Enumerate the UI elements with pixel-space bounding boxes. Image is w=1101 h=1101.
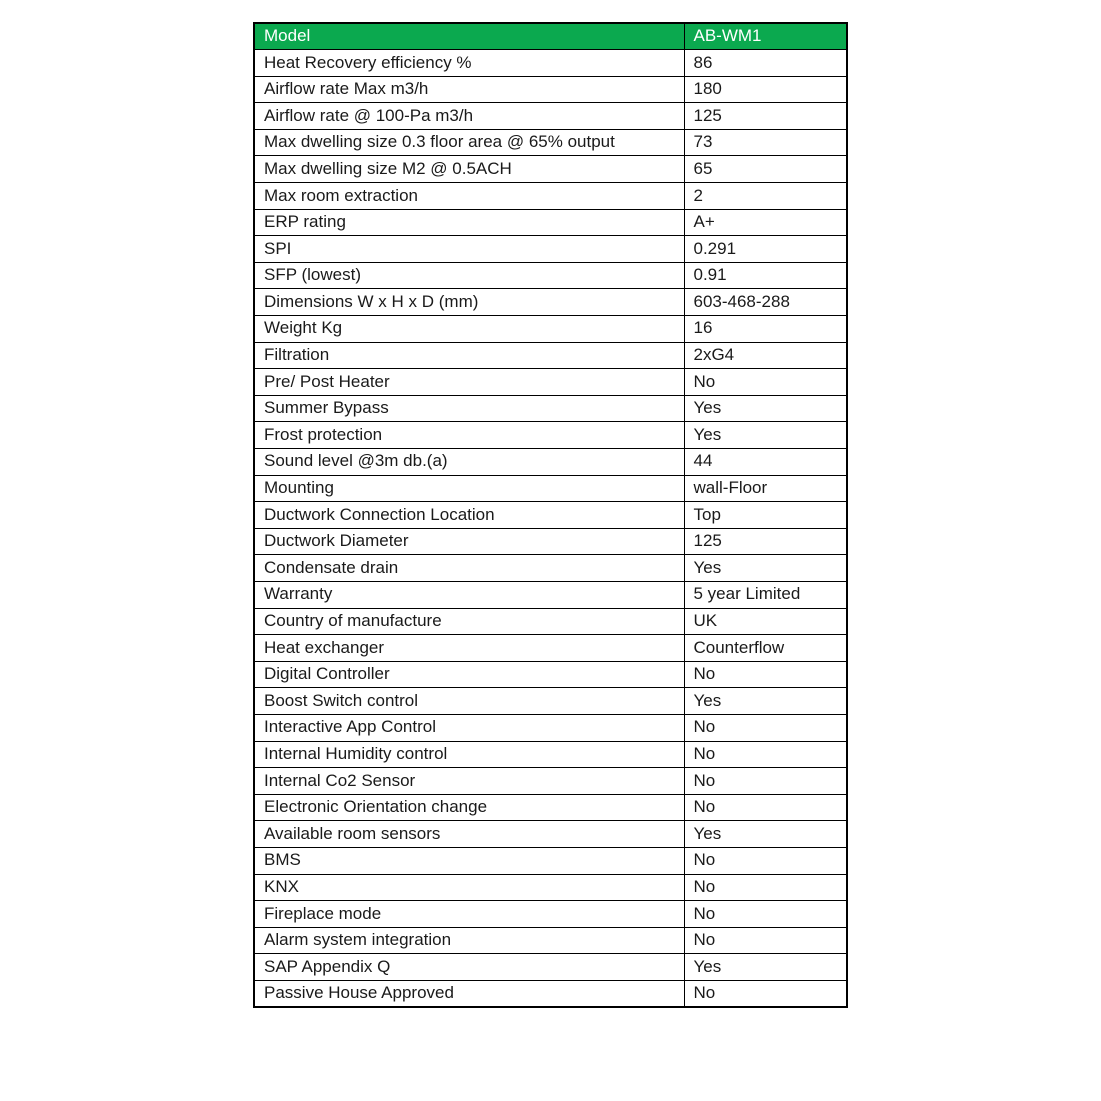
table-row: [254, 714, 847, 741]
spec-value: 125: [684, 528, 847, 555]
spec-label: Warranty: [254, 581, 684, 608]
spec-value: No: [684, 661, 847, 688]
spec-value: 16: [684, 316, 847, 343]
spec-value: Yes: [684, 555, 847, 582]
table-row: [254, 316, 847, 343]
table-row: [254, 741, 847, 768]
table-row: [254, 129, 847, 156]
header-row: [254, 23, 847, 50]
spec-label: Sound level @3m db.(a): [254, 449, 684, 476]
table-row: [254, 821, 847, 848]
spec-label: Alarm system integration: [254, 927, 684, 954]
table-row: [254, 475, 847, 502]
table-row: [254, 422, 847, 449]
spec-value: Yes: [684, 688, 847, 715]
spec-label: Available room sensors: [254, 821, 684, 848]
table-row: [254, 874, 847, 901]
table-row: [254, 768, 847, 795]
spec-value: No: [684, 768, 847, 795]
spec-label: ERP rating: [254, 209, 684, 236]
table-row: [254, 635, 847, 662]
table-row: [254, 661, 847, 688]
spec-value: Yes: [684, 395, 847, 422]
spec-label: SPI: [254, 236, 684, 263]
spec-value: 180: [684, 76, 847, 103]
spec-label: Frost protection: [254, 422, 684, 449]
table-row: [254, 76, 847, 103]
spec-value: 603-468-288: [684, 289, 847, 316]
table-row: [254, 183, 847, 210]
spec-label: Dimensions W x H x D (mm): [254, 289, 684, 316]
table-row: [254, 927, 847, 954]
spec-label: Country of manufacture: [254, 608, 684, 635]
spec-label: Digital Controller: [254, 661, 684, 688]
spec-value: wall-Floor: [684, 475, 847, 502]
spec-table: [253, 22, 848, 1008]
table-row: [254, 847, 847, 874]
table-row: [254, 528, 847, 555]
table-row: [254, 901, 847, 928]
spec-label: Filtration: [254, 342, 684, 369]
table-row: [254, 289, 847, 316]
table-row: [254, 262, 847, 289]
spec-value: No: [684, 874, 847, 901]
spec-label: Electronic Orientation change: [254, 794, 684, 821]
spec-label: Internal Humidity control: [254, 741, 684, 768]
spec-label: Airflow rate @ 100-Pa m3/h: [254, 103, 684, 130]
spec-label: Condensate drain: [254, 555, 684, 582]
table-row: [254, 449, 847, 476]
header-model-value: AB-WM1: [684, 23, 847, 50]
spec-label: Ductwork Connection Location: [254, 502, 684, 529]
table-row: [254, 794, 847, 821]
spec-value: 44: [684, 449, 847, 476]
table-row: [254, 502, 847, 529]
spec-label: Max dwelling size M2 @ 0.5ACH: [254, 156, 684, 183]
spec-value: No: [684, 741, 847, 768]
spec-value: No: [684, 847, 847, 874]
spec-value: UK: [684, 608, 847, 635]
product-spec-table: [253, 22, 848, 1008]
spec-label: SAP Appendix Q: [254, 954, 684, 981]
spec-label: Internal Co2 Sensor: [254, 768, 684, 795]
spec-label: Heat Recovery efficiency %: [254, 50, 684, 77]
spec-value: No: [684, 901, 847, 928]
spec-value: No: [684, 714, 847, 741]
table-row: [254, 103, 847, 130]
spec-value: Yes: [684, 422, 847, 449]
spec-value: No: [684, 369, 847, 396]
spec-label: Boost Switch control: [254, 688, 684, 715]
spec-label: Passive House Approved: [254, 980, 684, 1007]
spec-label: Airflow rate Max m3/h: [254, 76, 684, 103]
spec-value: 2: [684, 183, 847, 210]
table-row: [254, 688, 847, 715]
table-row: [254, 980, 847, 1007]
spec-value: No: [684, 980, 847, 1007]
header-model-label: Model: [254, 23, 684, 50]
spec-label: Heat exchanger: [254, 635, 684, 662]
spec-value: 125: [684, 103, 847, 130]
spec-label: Mounting: [254, 475, 684, 502]
table-row: [254, 236, 847, 263]
spec-label: Pre/ Post Heater: [254, 369, 684, 396]
table-row: [254, 209, 847, 236]
table-row: [254, 581, 847, 608]
spec-value: No: [684, 927, 847, 954]
spec-label: SFP (lowest): [254, 262, 684, 289]
spec-label: BMS: [254, 847, 684, 874]
spec-value: 65: [684, 156, 847, 183]
spec-value: 2xG4: [684, 342, 847, 369]
spec-label: Max dwelling size 0.3 floor area @ 65% output: [254, 129, 684, 156]
table-row: [254, 50, 847, 77]
spec-value: 86: [684, 50, 847, 77]
spec-label: Weight Kg: [254, 316, 684, 343]
table-row: [254, 342, 847, 369]
table-row: [254, 156, 847, 183]
spec-value: 73: [684, 129, 847, 156]
spec-label: Summer Bypass: [254, 395, 684, 422]
table-row: [254, 608, 847, 635]
spec-label: Ductwork Diameter: [254, 528, 684, 555]
spec-value: No: [684, 794, 847, 821]
spec-value: Yes: [684, 821, 847, 848]
spec-value: 5 year Limited: [684, 581, 847, 608]
table-row: [254, 395, 847, 422]
table-row: [254, 369, 847, 396]
spec-label: Max room extraction: [254, 183, 684, 210]
spec-value: Counterflow: [684, 635, 847, 662]
spec-label: Fireplace mode: [254, 901, 684, 928]
spec-value: Yes: [684, 954, 847, 981]
spec-label: KNX: [254, 874, 684, 901]
spec-value: 0.91: [684, 262, 847, 289]
table-row: [254, 954, 847, 981]
table-row: [254, 555, 847, 582]
spec-value: A+: [684, 209, 847, 236]
spec-value: 0.291: [684, 236, 847, 263]
spec-value: Top: [684, 502, 847, 529]
spec-label: Interactive App Control: [254, 714, 684, 741]
